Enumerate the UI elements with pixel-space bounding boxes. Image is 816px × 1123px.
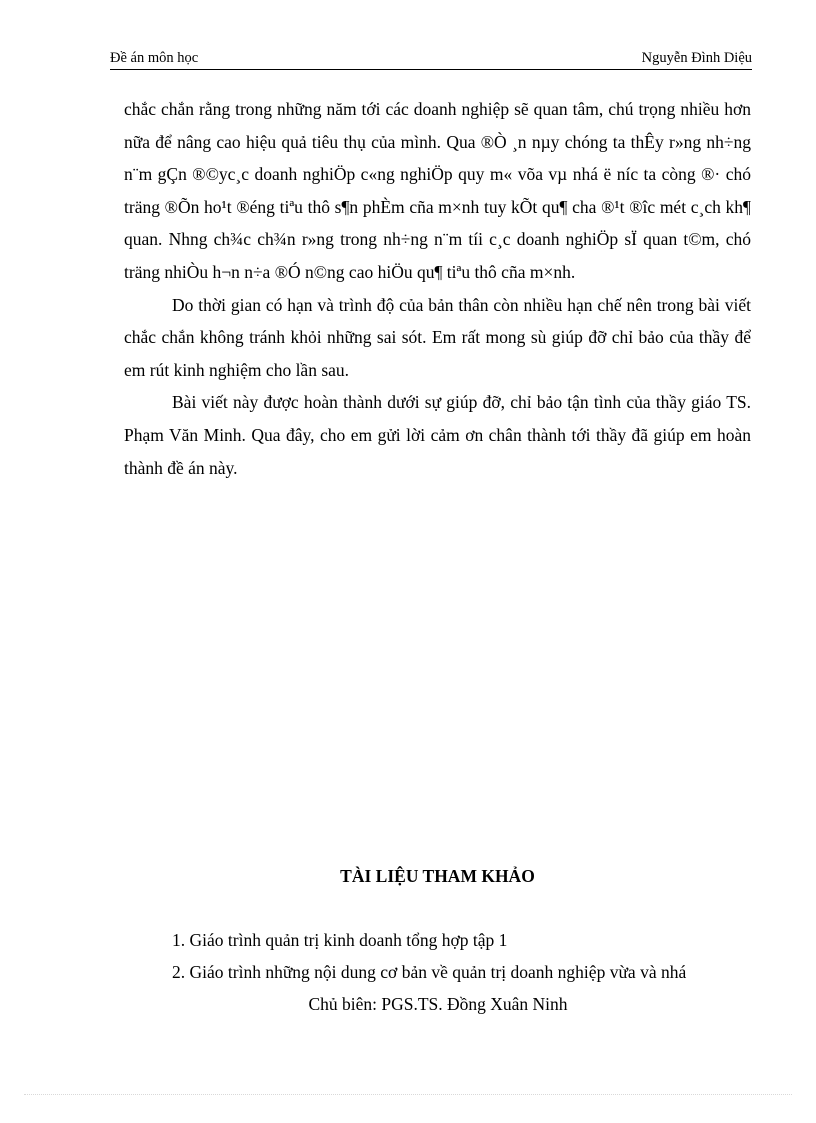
page-header [110,49,752,70]
references-list [172,924,752,1020]
reference-editor: Chủ biên: PGS.TS. Đồng Xuân Ninh [308,994,568,1014]
paragraph-acknowledgement: Bài viết này được hoàn thành dưới sự giúp đỡ, chỉ bảo tận tình của thầy giáo TS. Phạm Văn Minh. Qua đây, cho em gửi lời cảm ơn chân thành tới thầy đã giúp em hoàn thành đề án này. [124,392,751,478]
reference-item-2: 2. Giáo trình những nội dung cơ bản về quản trị doanh nghiệp vừa và nhá [172,962,687,982]
references-title: TÀI LIỆU THAM KHẢO [340,866,535,886]
paragraph-limitations: Do thời gian có hạn và trình độ của bản thân còn nhiều hạn chế nên trong bài viết chắc chắn không tránh khỏi những sai sót. Em rất mong sù giúp đỡ chỉ bảo của thầy để em rút kinh nghiệm cho lần sau. [124,294,751,380]
paragraph-conclusion-continued: chắc chắn rằng trong những năm tới các doanh nghiệp sẽ quan tâm, chú trọng nhiều hơn nữa để nâng cao hiệu quả tiêu thụ của mình. Qua ®Ò ¸n nµy chóng ta thÊy r»ng nh÷ng n¨m gÇn ®©yc¸c doanh nghiÖp c«ng nghiÖp quy m« võa vµ nhá ë níc ta còng ®· chó träng ®Õn ho¹t ®éng tiªu thô s¶n phÈm cña m×nh tuy kÕt qu¶ cha ®¹t ®îc mét c¸ch kh¶ quan. Nhng ch¾c ch¾n r»ng trong nh÷ng n¨m tíi c¸c doanh nghiÖp sÏ quan t©m, chó träng nhiÒu h¬n n÷a ®Ó n©ng cao hiÖu qu¶ tiªu thô cña m×nh. [124,99,751,282]
header-author-name: Nguyễn Đình Diệu [641,50,752,66]
page-bottom-edge [24,1094,792,1095]
header-course-title: Đề án môn học [110,50,199,66]
reference-item-1: 1. Giáo trình quản trị kinh doanh tổng hợp tập 1 [172,930,508,950]
body-text [124,93,751,484]
